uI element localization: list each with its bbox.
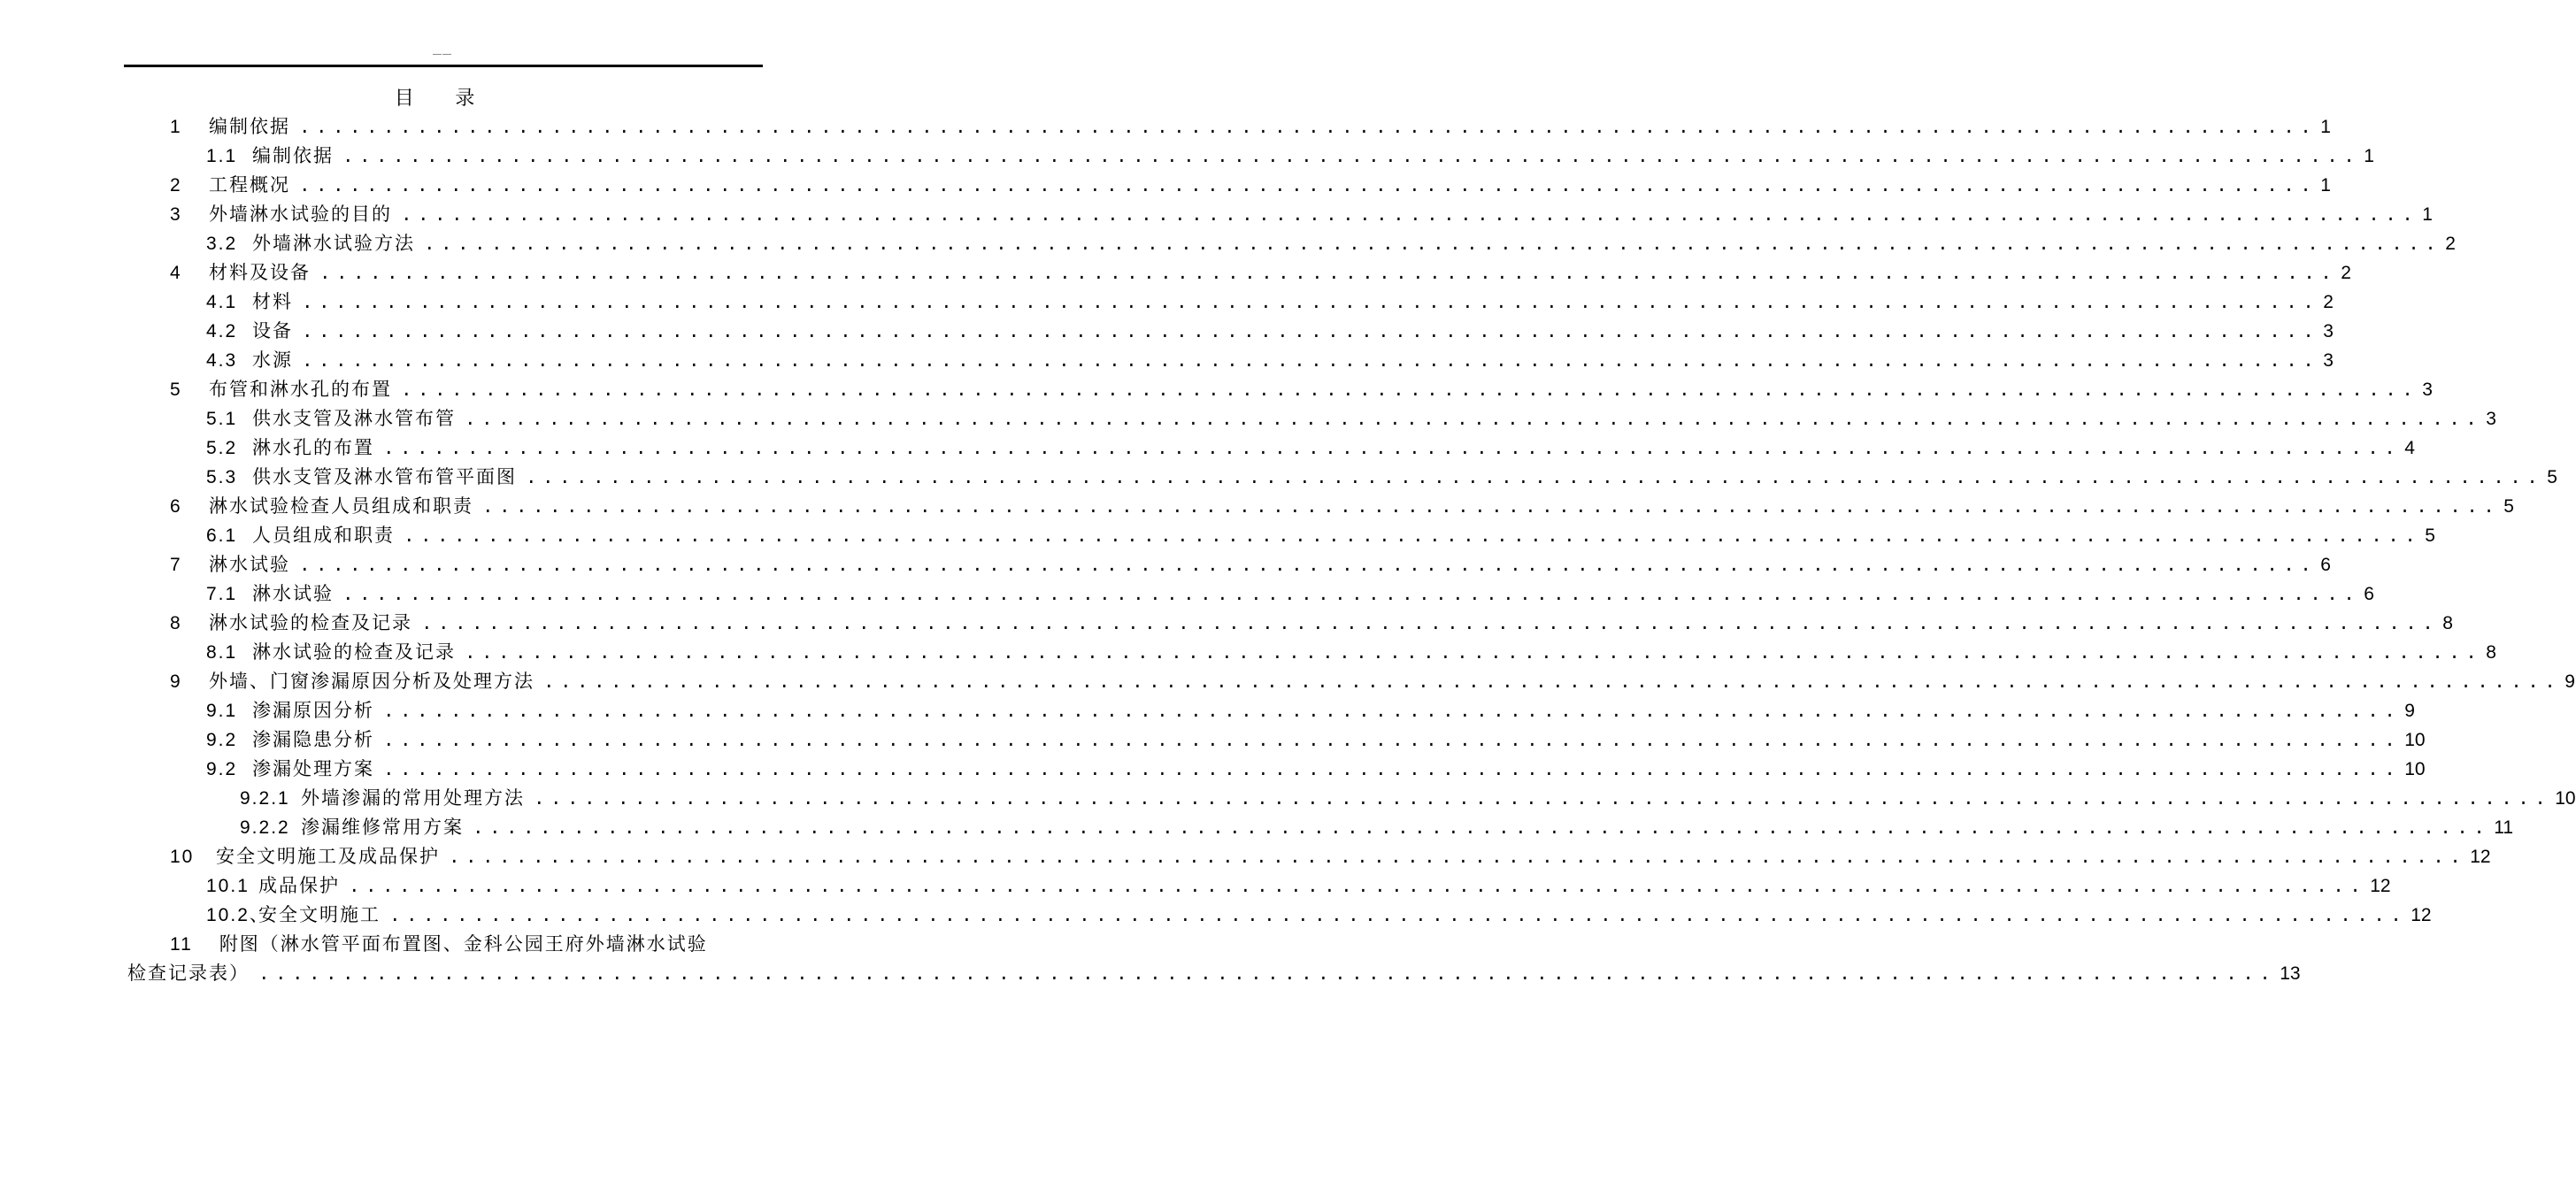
toc-leader-dots: ........................................................................................................................ xyxy=(383,702,2402,723)
toc-leader-dots: ........................................................................................................................ xyxy=(424,235,2442,256)
toc-entry[interactable] xyxy=(0,229,2456,258)
toc-entry-number: 3 xyxy=(170,204,182,225)
toc-leader-dots: ........................................................................................................................ xyxy=(258,965,2277,986)
toc-entry-page: 1 xyxy=(2364,146,2374,166)
toc-entry-number: 9.2 xyxy=(206,730,238,750)
toc-entry-number: 5.2 xyxy=(206,438,238,458)
toc-leader-dots: ........................................................................................................................ xyxy=(302,352,2320,372)
toc-entry-page: 10 xyxy=(2404,759,2426,779)
toc-entry-number: 4 xyxy=(170,263,182,283)
toc-entry[interactable] xyxy=(0,521,2435,550)
toc-entry-number: 11 xyxy=(170,934,193,955)
toc-leader-dots: ........................................................................................................................ xyxy=(342,586,2361,606)
toc-entry-page: 12 xyxy=(2370,876,2391,896)
toc-leader-dots: ........................................................................................................................ xyxy=(389,907,2408,927)
toc-leader-dots: ........................................................................................................................ xyxy=(465,644,2483,664)
toc-entry-title: 成品保护 xyxy=(258,875,340,896)
header-rule xyxy=(124,65,763,67)
toc-leader-dots: ........................................................................................................................ xyxy=(319,265,2338,285)
toc-entry-number: 7 xyxy=(170,555,182,575)
toc-entry-page: 12 xyxy=(2470,847,2491,867)
toc-entry-title: 淋水试验的检查及记录 xyxy=(209,612,412,633)
toc-entry-title: 编制依据 xyxy=(252,145,334,166)
toc-leader-dots: ........................................................................................................................ xyxy=(299,556,2318,577)
toc-entry-number: 4.3 xyxy=(206,350,238,371)
toc-leader-dots: ........................................................................................................................ xyxy=(401,206,2419,226)
toc-entry[interactable] xyxy=(0,755,2426,784)
toc-entry-number: 5.1 xyxy=(206,409,238,429)
toc-entry-title: 水源 xyxy=(252,349,293,371)
toc-entry[interactable] xyxy=(0,901,2432,930)
header-mark: —— xyxy=(433,50,452,59)
toc-entry[interactable] xyxy=(0,317,2334,346)
toc-leader-dots: ........................................................................................................................ xyxy=(534,790,2552,810)
toc-leader-dots: ........................................................................................................................ xyxy=(449,848,2467,869)
toc-leader-dots: ........................................................................................................................ xyxy=(465,410,2483,431)
toc-entry-page: 13 xyxy=(2280,963,2301,984)
toc-leader-dots: ........................................................................................................................ xyxy=(473,819,2491,840)
toc-entry-title: 供水支管及淋水管布管 xyxy=(252,408,456,429)
toc-entry-title: 安全文明施工 xyxy=(258,904,381,925)
toc-entry-title: 工程概况 xyxy=(209,174,290,196)
toc-entry-page: 12 xyxy=(2411,905,2432,925)
toc-entry-page: 8 xyxy=(2486,642,2496,663)
toc-leader-dots: ........................................................................................................................ xyxy=(299,177,2318,197)
toc-entry[interactable] xyxy=(0,842,2491,871)
toc-entry[interactable] xyxy=(0,258,2351,288)
toc-entry-page: 10 xyxy=(2404,730,2426,750)
toc-entry-page: 3 xyxy=(2323,321,2334,341)
toc-entry-number: 4.1 xyxy=(206,292,238,312)
toc-entry-page: 1 xyxy=(2422,204,2433,225)
toc-entry-title: 渗漏维修常用方案 xyxy=(301,817,464,838)
toc-entry-number: 9.2.2 xyxy=(240,817,290,838)
toc-entry[interactable] xyxy=(0,433,2415,463)
toc-entry-page: 5 xyxy=(2547,467,2557,487)
toc-entry-title: 渗漏原因分析 xyxy=(252,700,374,721)
toc-entry-number: 5.3 xyxy=(206,467,238,487)
toc-entry-number: 8 xyxy=(170,613,182,633)
toc-entry[interactable] xyxy=(0,375,2433,404)
toc-entry[interactable] xyxy=(0,492,2514,521)
toc-entry-number: 6.1 xyxy=(206,525,238,546)
toc-leader-dots: ........................................................................................................................ xyxy=(302,294,2320,314)
toc-entry-number: 1.1 xyxy=(206,146,238,166)
toc-entry-title: 淋水试验 xyxy=(209,554,290,575)
toc-entry-number: 6 xyxy=(170,496,182,517)
toc-entry-page: 2 xyxy=(2341,263,2351,283)
toc-entry-number: 10 xyxy=(170,847,195,867)
toc-entry-page: 4 xyxy=(2404,438,2415,458)
toc-entry-title: 编制依据 xyxy=(209,116,290,137)
toc-entry-title: 设备 xyxy=(252,320,293,341)
toc-entry[interactable] xyxy=(0,813,2514,842)
toc-entry-page: 2 xyxy=(2445,234,2456,254)
toc-entry-page: 6 xyxy=(2364,584,2374,604)
toc-entry-number: 5 xyxy=(170,380,182,400)
toc-entry-title: 淋水试验 xyxy=(252,583,334,604)
toc-entry[interactable] xyxy=(0,288,2334,317)
toc-entry[interactable] xyxy=(0,609,2453,638)
toc-leader-dots: ........................................................................................................................ xyxy=(482,498,2501,518)
toc-entry-page: 3 xyxy=(2422,380,2433,400)
toc-entry-title: 人员组成和职责 xyxy=(252,525,395,546)
toc-entry-number: 4.2 xyxy=(206,321,238,341)
toc-entry-title: 淋水试验检查人员组成和职责 xyxy=(209,495,473,517)
toc-entry-number: 10.1 xyxy=(206,876,250,896)
toc-entry-title: 淋水孔的布置 xyxy=(252,437,374,458)
toc-entry-wrapped[interactable] xyxy=(0,930,2301,988)
toc-entry-page: 5 xyxy=(2425,525,2435,546)
toc-entry-number: 7.1 xyxy=(206,584,238,604)
toc-leader-dots: ........................................................................................................................ xyxy=(383,732,2402,752)
toc-entry[interactable] xyxy=(0,638,2496,667)
toc-entry[interactable] xyxy=(0,871,2391,901)
toc-entry-page: 1 xyxy=(2320,175,2331,196)
toc-entry-number: 1 xyxy=(170,117,182,137)
toc-leader-dots: ........................................................................................................................ xyxy=(543,673,2562,694)
toc-entry[interactable] xyxy=(0,696,2415,725)
toc-leader-dots: ........................................................................................................................ xyxy=(401,381,2419,402)
toc-entry[interactable] xyxy=(0,142,2374,171)
toc-entry-title: 材料 xyxy=(252,291,293,312)
toc-entry-page: 6 xyxy=(2320,555,2331,575)
toc-entry-title: 渗漏隐患分析 xyxy=(252,729,374,750)
toc-leader-dots: ........................................................................................................................ xyxy=(383,440,2402,460)
toc-entry-title: 布管和淋水孔的布置 xyxy=(209,379,392,400)
toc-entry[interactable] xyxy=(0,346,2334,375)
toc-entry-number: 3.2 xyxy=(206,234,238,254)
toc-entry-title-line1: 附图（淋水管平面布置图、金科公园王府外墙淋水试验 xyxy=(219,933,708,955)
toc-entry[interactable] xyxy=(0,667,2575,696)
toc-entry-title: 外墙淋水试验的目的 xyxy=(209,203,392,225)
toc-entry-page: 3 xyxy=(2323,350,2334,371)
toc-entry[interactable] xyxy=(0,784,2576,813)
toc-entry[interactable] xyxy=(0,112,2331,142)
toc-leader-dots: ........................................................................................................................ xyxy=(342,148,2361,168)
toc-entry-number: 9.1 xyxy=(206,701,238,721)
toc-entry-page: 9 xyxy=(2404,701,2415,721)
toc-entry-title-line2: 检查记录表） xyxy=(127,963,250,984)
toc-entry-title: 外墙淋水试验方法 xyxy=(252,233,415,254)
toc-entry-number: 9 xyxy=(170,671,182,692)
toc-entry-title: 外墙、门窗渗漏原因分析及处理方法 xyxy=(209,671,534,692)
toc-entry-number: 9.2.1 xyxy=(240,788,290,809)
toc-entry-page: 8 xyxy=(2442,613,2453,633)
toc-entry[interactable] xyxy=(0,171,2331,200)
toc-entry[interactable] xyxy=(0,200,2433,229)
toc-entry-page: 10 xyxy=(2555,788,2576,809)
toc-entry-title: 安全文明施工及成品保护 xyxy=(216,846,440,867)
toc-leader-dots: ........................................................................................................................ xyxy=(404,527,2422,548)
toc-entry-title: 供水支管及淋水管布管平面图 xyxy=(252,466,517,487)
toc-entry-number: 9.2 xyxy=(206,759,238,779)
toc-entry[interactable] xyxy=(0,725,2426,755)
toc-entry-page: 2 xyxy=(2323,292,2334,312)
toc-entry[interactable] xyxy=(0,579,2374,609)
toc-entry-title: 材料及设备 xyxy=(209,262,311,283)
toc-leader-dots: ........................................................................................................................ xyxy=(349,878,2367,898)
toc-leader-dots: ........................................................................................................................ xyxy=(302,323,2320,343)
toc-title: 目 录 xyxy=(394,88,493,110)
toc-entry[interactable] xyxy=(0,404,2496,433)
toc-leader-dots: ........................................................................................................................ xyxy=(299,119,2318,139)
toc-entry-page: 1 xyxy=(2320,117,2331,137)
toc-leader-dots: ........................................................................................................................ xyxy=(526,469,2544,489)
toc-entry-number: 10.2、 xyxy=(206,905,270,925)
toc-entry-title: 外墙渗漏的常用处理方法 xyxy=(301,787,525,809)
toc-leader-dots: ........................................................................................................................ xyxy=(383,761,2402,781)
toc-entry-number: 8.1 xyxy=(206,642,238,663)
toc-entry-page: 9 xyxy=(2564,671,2575,692)
toc-entry-page: 3 xyxy=(2486,409,2496,429)
toc-entry[interactable] xyxy=(0,550,2331,579)
toc-entry-number: 2 xyxy=(170,175,182,196)
toc-entry-title: 淋水试验的检查及记录 xyxy=(252,641,456,663)
toc-entry-title: 渗漏处理方案 xyxy=(252,758,374,779)
toc-entry-page: 11 xyxy=(2494,817,2514,838)
toc-entry-page: 5 xyxy=(2503,496,2514,517)
toc-entry[interactable] xyxy=(0,463,2557,492)
toc-leader-dots: ........................................................................................................................ xyxy=(421,615,2440,635)
